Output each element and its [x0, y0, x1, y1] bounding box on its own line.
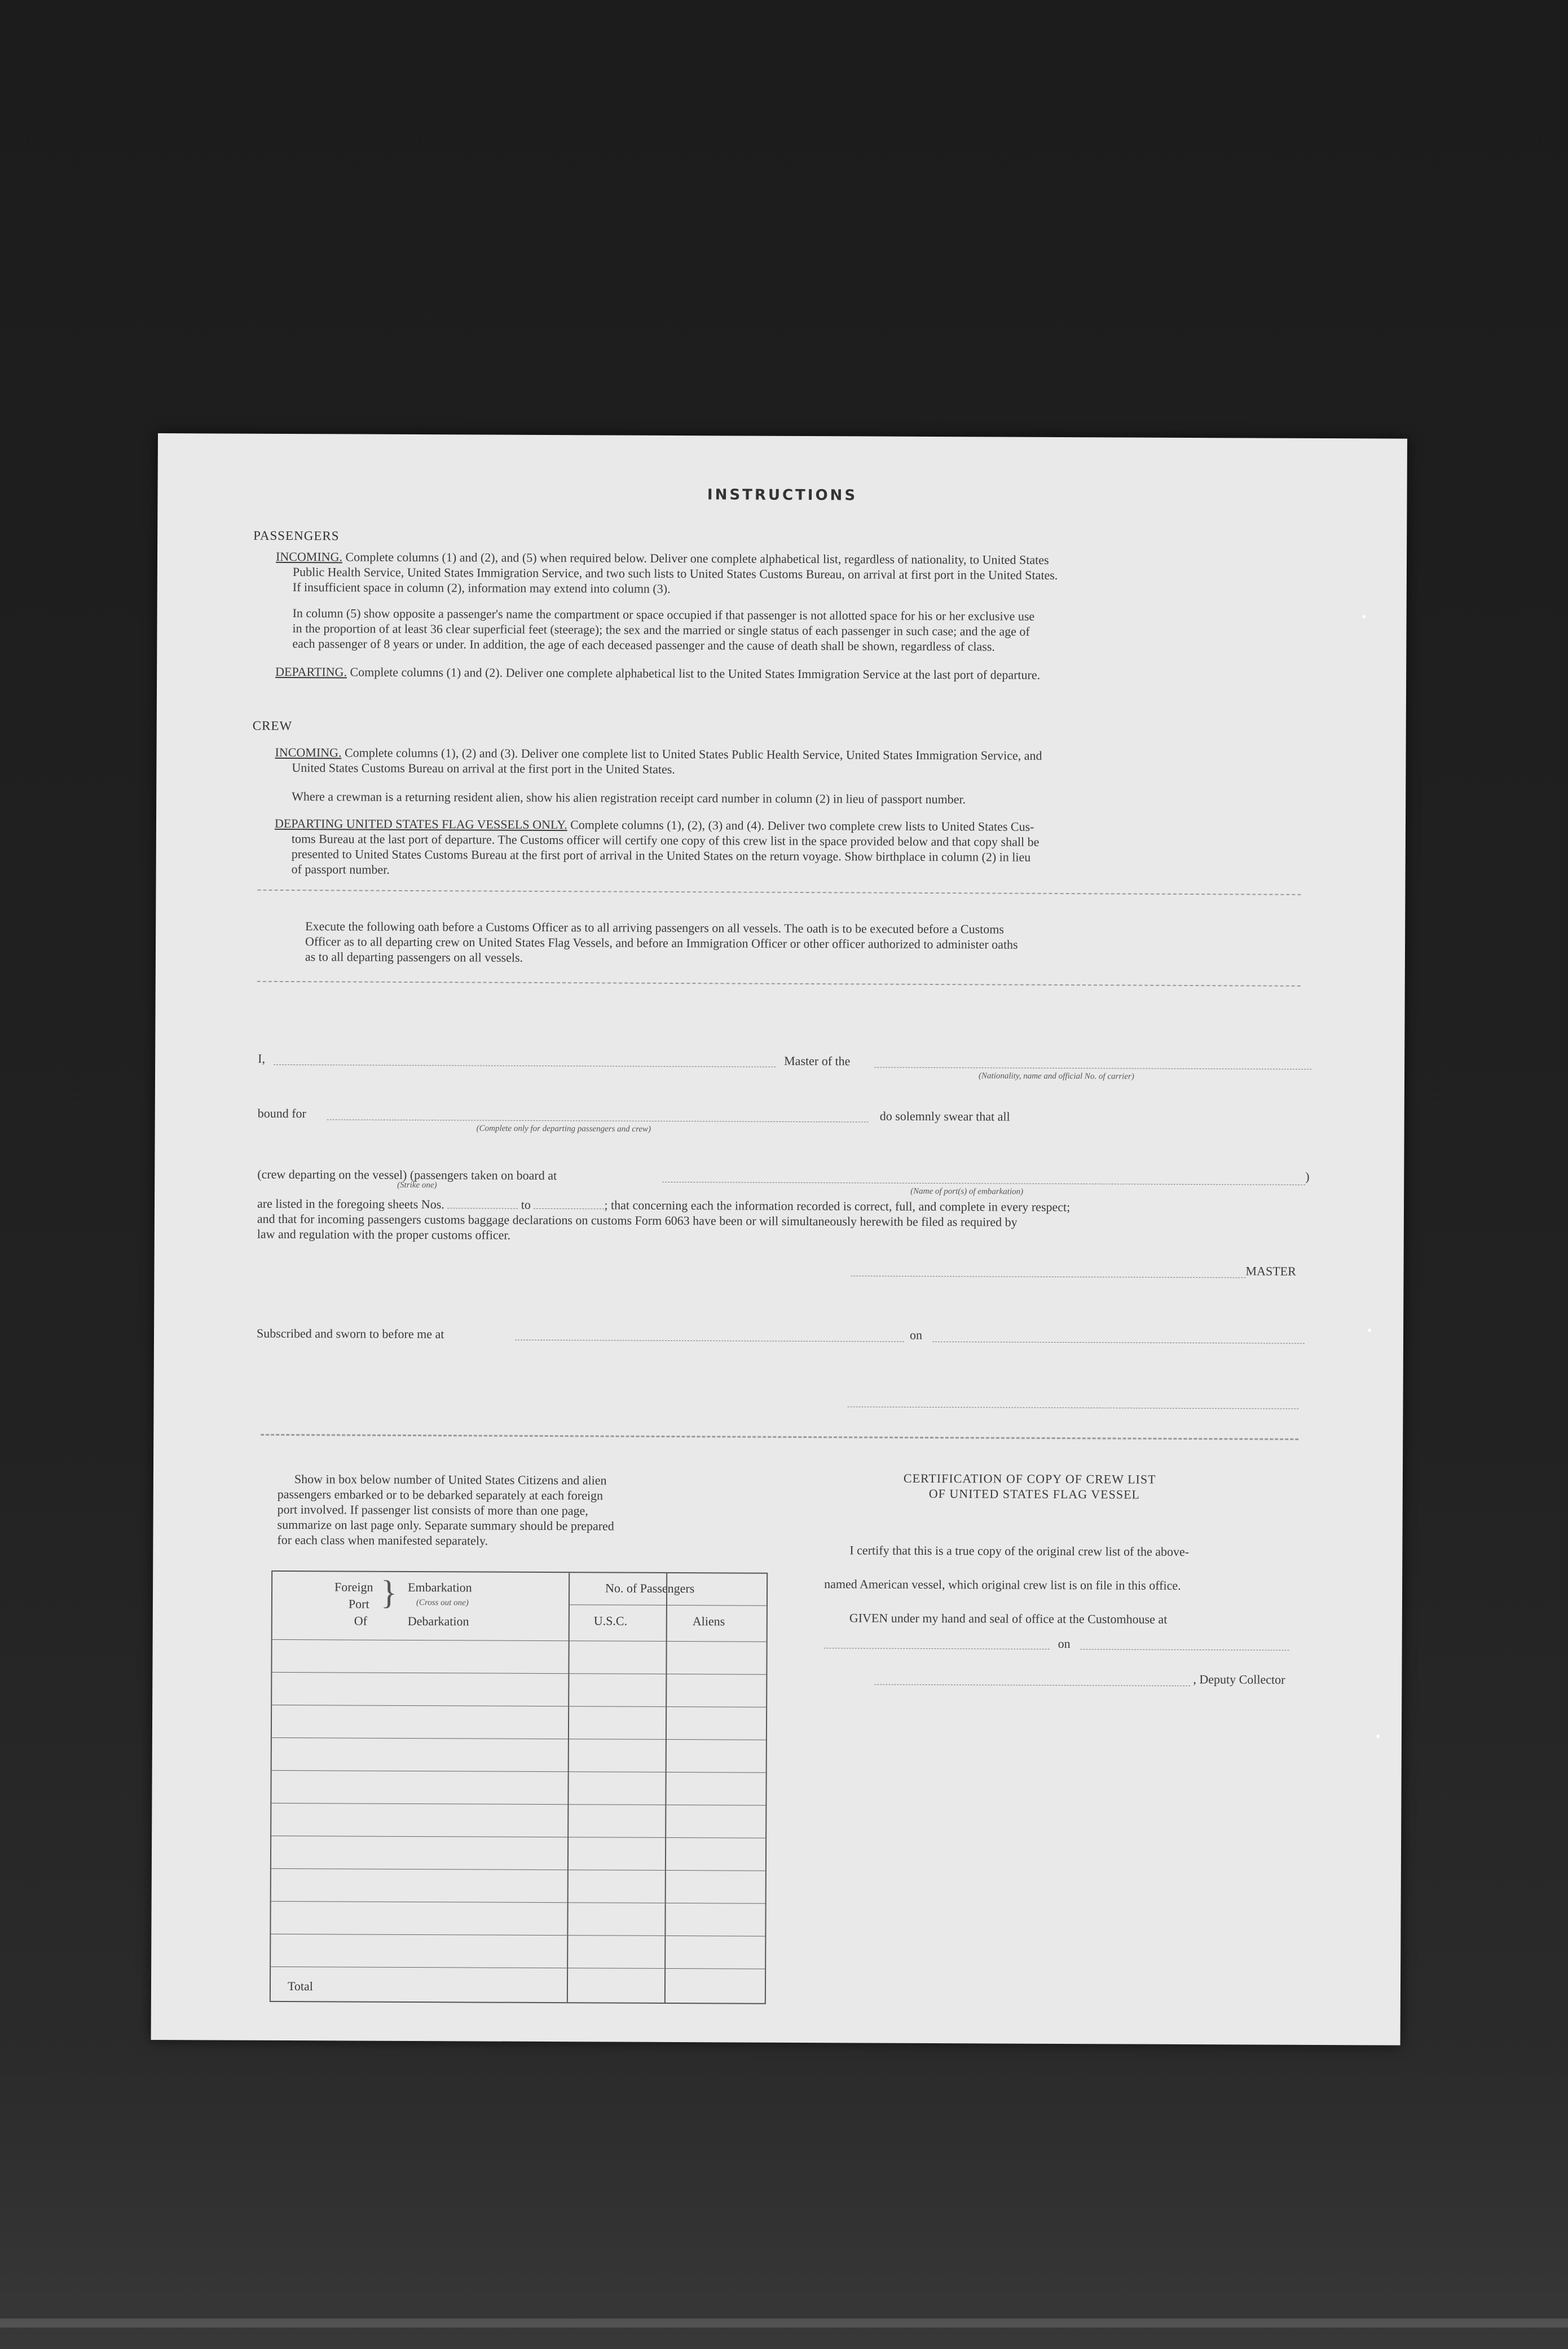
scan-speck — [1362, 615, 1366, 618]
passenger-summary-table — [270, 1571, 768, 2004]
lower-divider — [261, 1434, 1298, 1440]
summary-text-2: passengers embarked or to be debarked separately at each foreign — [277, 1486, 604, 1503]
carrier-field[interactable] — [874, 1067, 1311, 1070]
aliens-header: Aliens — [692, 1614, 725, 1629]
summary-text-5: for each class when manifested separately. — [277, 1532, 488, 1548]
summary-text-4: summarize on last page only. Separate summary should be prepared — [277, 1517, 614, 1533]
document-page — [151, 433, 1407, 2046]
ports-note: (Name of port(s) of embarkation) — [910, 1186, 1024, 1197]
debarkation-label: Debarkation — [407, 1613, 469, 1629]
officer-signature-field[interactable] — [847, 1406, 1298, 1409]
certification-on-label: on — [1058, 1636, 1071, 1651]
section-divider — [257, 890, 1301, 895]
crew-incoming-label: INCOMING. — [275, 745, 342, 760]
customhouse-field[interactable] — [824, 1648, 1050, 1649]
subscribed-on-label: on — [909, 1327, 923, 1342]
page-title: INSTRUCTIONS — [707, 486, 858, 504]
oath-divider — [257, 981, 1301, 987]
bound-for-field[interactable] — [327, 1119, 869, 1122]
listed-text-a: are listed in the foregoing sheets Nos. — [257, 1196, 444, 1212]
oath-i-label: I, — [258, 1051, 266, 1066]
column5-text-3: each passenger of 8 years or under. In addition, the age of each deceased passenger and the cause of death shall be shown, regardless of class. — [292, 636, 995, 654]
departing-label: DEPARTING. — [275, 664, 347, 679]
of-label: Of — [354, 1613, 368, 1628]
master-of-label: Master of the — [784, 1053, 851, 1068]
scanner-band — [0, 2319, 1568, 2328]
embarkation-label: Embarkation — [408, 1580, 472, 1595]
crew-heading: CREW — [252, 718, 293, 733]
listed-text-3: law and regulation with the proper customs officer. — [257, 1226, 511, 1242]
crew-departing-text-2: toms Bureau at the last port of departure. The Customs officer will certify one copy of this crew list in the space provided below and that copy shall be — [291, 832, 1040, 849]
deputy-collector-label: , Deputy Collector — [1193, 1672, 1285, 1687]
crew-departing-text-3: presented to United States Customs Bureau at the first port of arrival in the United States on the return voyage. Show birthplace in column (2) in lieu — [291, 847, 1031, 864]
listed-text-c: ; that concerning each the information recorded is correct, full, and complete in every respect; — [604, 1198, 1071, 1215]
subscribed-label: Subscribed and sworn to before me at — [256, 1326, 444, 1341]
scan-speck — [1376, 1735, 1380, 1738]
port-label: Port — [348, 1596, 369, 1611]
master-signature-field[interactable] — [851, 1275, 1245, 1278]
summary-text-3: port involved. If passenger list consists of more than one page, — [277, 1502, 588, 1518]
passengers-heading: PASSENGERS — [253, 528, 340, 543]
deputy-signature-field[interactable] — [874, 1684, 1190, 1686]
crew-incoming-text-2: United States Customs Bureau on arrival at the first port in the United States. — [292, 760, 675, 777]
close-paren: ) — [1305, 1169, 1310, 1184]
usc-header: U.S.C. — [593, 1613, 628, 1628]
certification-given: GIVEN under my hand and seal of office at the Customhouse at — [849, 1611, 1168, 1626]
oath-intro-2: Officer as to all departing crew on United States Flag Vessels, and before an Immigration Officer or other officer authorized to administer oaths — [305, 934, 1018, 952]
passengers-departing-text: Complete columns (1) and (2). Deliver one complete alphabetical list to the United States Immigration Service at the last port of departure. — [350, 665, 1041, 682]
column5-text-1: In column (5) show opposite a passenger's name the compartment or space occupied if that passenger is not allotted space for his or her exclusive use — [292, 606, 1035, 623]
subscribed-place-field[interactable] — [515, 1340, 904, 1342]
cross-note: (Cross out one) — [416, 1598, 469, 1608]
total-label: Total — [287, 1979, 313, 1994]
certification-date-field[interactable] — [1081, 1649, 1289, 1651]
certification-heading-2: OF UNITED STATES FLAG VESSEL — [928, 1486, 1140, 1502]
crew-incoming-text: Complete columns (1), (2) and (3). Deliver one complete list to United States Public Health Service, United States Immigration Service, and — [344, 745, 1042, 763]
strike-note: (Strike one) — [397, 1180, 437, 1190]
crew-resident-text: Where a crewman is a returning resident alien, show his alien registration receipt card number in column (2) in lieu of passport number. — [292, 789, 966, 807]
certification-text-1: I certify that this is a true copy of the original crew list of the above- — [849, 1543, 1190, 1559]
crew-departing-oath: (crew departing on the vessel) (passengers taken on board at — [257, 1167, 557, 1183]
passengers-incoming-text: Complete columns (1) and (2), and (5) when required below. Deliver one complete alphabetical list, regardless of nationality, to United States — [345, 549, 1049, 567]
brace-icon: } — [380, 1573, 397, 1611]
sheet-from-field[interactable] — [447, 1208, 518, 1209]
certification-heading-1: CERTIFICATION OF COPY OF CREW LIST — [903, 1471, 1156, 1486]
bound-for-label: bound for — [257, 1106, 306, 1121]
carrier-note: (Nationality, name and official No. of carrier) — [979, 1071, 1134, 1081]
listed-text-2: and that for incoming passengers customs baggage declarations on customs Form 6063 have been or will simultaneously herewith be filed as required by — [257, 1211, 1018, 1229]
swear-text: do solemnly swear that all — [879, 1108, 1010, 1124]
bound-for-note: (Complete only for departing passengers and crew) — [476, 1124, 651, 1134]
listed-text-b: to — [521, 1197, 531, 1212]
subscribed-date-field[interactable] — [932, 1341, 1305, 1344]
sheet-to-field[interactable] — [534, 1208, 604, 1209]
oath-intro-3: as to all departing passengers on all vessels. — [305, 949, 523, 965]
crew-departing-text: Complete columns (1), (2), (3) and (4). Deliver two complete crew lists to United States Cus- — [570, 817, 1034, 834]
no-passengers-header: No. of Passengers — [605, 1581, 695, 1596]
incoming-label: INCOMING. — [275, 549, 343, 564]
column5-text-2: in the proportion of at least 36 clear superficial feet (steerage); the sex and the married or single status of each passenger in such case; and the age of — [292, 621, 1030, 639]
embarkation-port-field[interactable] — [662, 1182, 1305, 1185]
scan-speck — [1368, 1329, 1371, 1332]
oath-intro-1: Execute the following oath before a Customs Officer as to all arriving passengers on all vessels. The oath is to be executed before a Customs — [305, 919, 1005, 936]
passengers-incoming-text-2: Public Health Service, United States Immigration Service, and two such lists to United States Customs Bureau, on arrival at first port in the United States. — [292, 565, 1058, 582]
crew-departing-label: DEPARTING UNITED STATES FLAG VESSELS ONLY. — [274, 816, 567, 832]
crew-departing-text-4: of passport number. — [291, 862, 390, 877]
summary-text-1: Show in box below number of United States Citizens and alien — [294, 1472, 607, 1488]
master-name-field[interactable] — [274, 1064, 776, 1067]
foreign-label: Foreign — [334, 1580, 373, 1594]
certification-text-2: named American vessel, which original crew list is on file in this office. — [824, 1577, 1181, 1593]
master-label: MASTER — [1245, 1264, 1296, 1278]
passengers-incoming-text-3: If insufficient space in column (2), information may extend into column (3). — [292, 580, 671, 596]
